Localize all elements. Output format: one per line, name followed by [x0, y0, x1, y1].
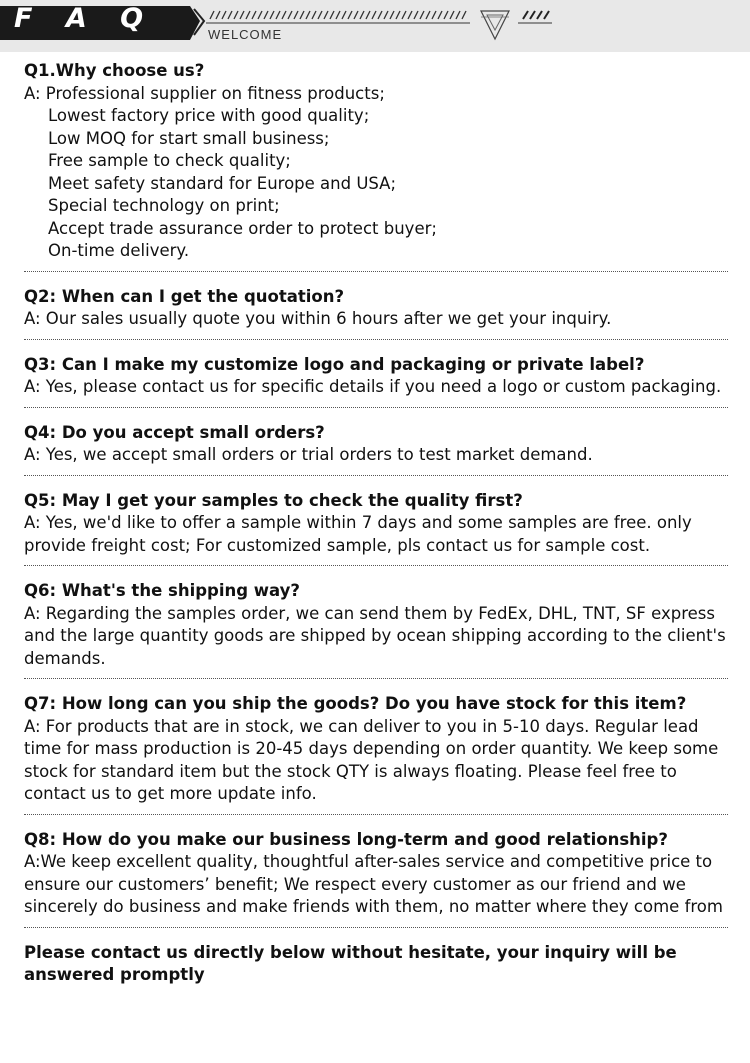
- answer-q2: A: Our sales usually quote you within 6 hours after we get your inquiry.: [24, 309, 612, 328]
- faq-item-q1: [24, 60, 728, 272]
- answer-line: A: Professional supplier on fitness products;: [24, 83, 385, 103]
- answer-q8: A:We keep excellent quality, thoughtful after-sales service and competitive price to ensure our customers’ benefit; We respect every customer as our friend and we sincerely do business and make friends with them, no matter where they come from: [24, 852, 723, 916]
- faq-item-q2: [24, 286, 728, 340]
- contact-footer: Please contact us directly below without hesitate, your inquiry will be answered promptly: [24, 942, 677, 984]
- question-q6: Q6: What's the shipping way?: [24, 581, 301, 600]
- answer-line: Accept trade assurance order to protect buyer;: [48, 218, 437, 238]
- question-q4: Q4: Do you accept small orders?: [24, 422, 325, 442]
- faq-item-q4: [24, 422, 728, 476]
- faq-item-q5: [24, 490, 728, 567]
- faq-header: [0, 0, 750, 52]
- question-q5: Q5: May I get your samples to check the quality first?: [24, 490, 523, 510]
- slash-stripes: [523, 11, 549, 19]
- answer-line: Free sample to check quality;: [48, 151, 291, 170]
- faq-content: [24, 60, 728, 987]
- question-q7: Q7: How long can you ship the goods? Do you have stock for this item?: [24, 694, 687, 713]
- welcome-label: WELCOME: [208, 27, 283, 42]
- answer-line: Low MOQ for start small business;: [48, 128, 330, 148]
- answer-line: Meet safety standard for Europe and USA;: [48, 173, 397, 193]
- faq-item-q3: [24, 354, 728, 408]
- answer-line: On-time delivery.: [48, 241, 190, 260]
- faq-title: F A Q: [14, 3, 156, 34]
- question-q2: Q2: When can I get the quotation?: [24, 286, 345, 306]
- answer-q7: A: For products that are in stock, we can deliver to you in 5-10 days. Regular lead time for mass production is 20-45 days depending on order quantity. We keep some stock for standard item but the stock QTY is always floating. Please feel free to contact us to get more update info.: [24, 716, 719, 803]
- faq-item-q8: [24, 829, 728, 928]
- faq-item-q6: [24, 580, 728, 679]
- answer-q1: [24, 83, 728, 263]
- answer-q4: A: Yes, we accept small orders or trial orders to test market demand.: [24, 445, 593, 464]
- answer-q3: A: Yes, please contact us for specific details if you need a logo or custom packaging.: [24, 377, 722, 396]
- faq-item-q7: [24, 693, 728, 815]
- hatch-stripes: [210, 11, 466, 19]
- triangle-down-icon: [481, 11, 509, 39]
- answer-line: Special technology on print;: [48, 196, 280, 215]
- answer-line: Lowest factory price with good quality;: [48, 106, 370, 125]
- question-q1: Q1.Why choose us?: [24, 61, 205, 80]
- question-q8: Q8: How do you make our business long-term and good relationship?: [24, 829, 668, 849]
- question-q3: Q3: Can I make my customize logo and packaging or private label?: [24, 354, 645, 374]
- answer-q6: A: Regarding the samples order, we can send them by FedEx, DHL, TNT, SF express and the large quantity goods are shipped by ocean shipping according to the client's demands.: [24, 603, 726, 668]
- answer-q5: A: Yes, we'd like to offer a sample within 7 days and some samples are free. only provide freight cost; For customized sample, pls contact us for sample cost.: [24, 513, 692, 555]
